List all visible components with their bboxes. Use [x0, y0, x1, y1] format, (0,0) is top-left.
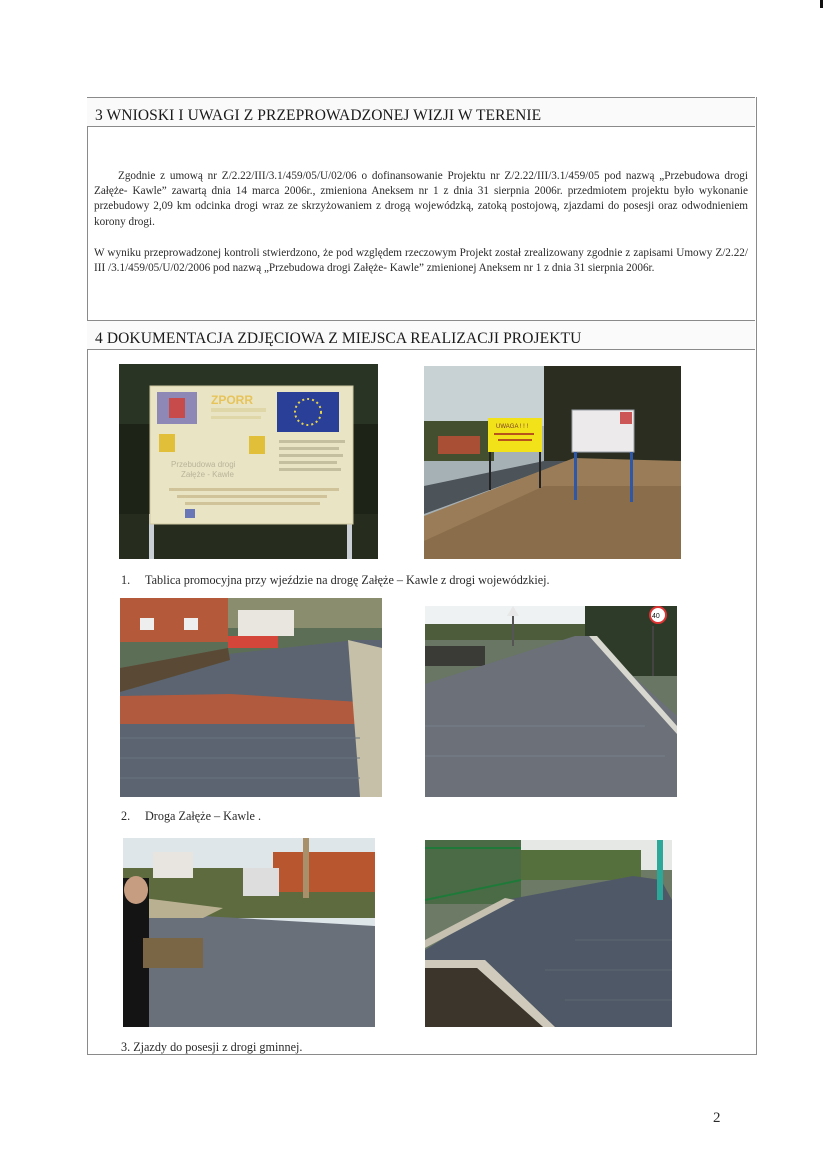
- section-3-heading: 3 WNIOSKI I UWAGI Z PRZEPROWADZONEJ WIZJI W TERENIE: [95, 107, 542, 124]
- section-4-heading: 4 DOKUMENTACJA ZDJĘCIOWA Z MIEJSCA REALIZACJI PROJEKTU: [95, 330, 582, 347]
- sign-text: UWAGA ! ! !: [496, 424, 529, 430]
- caption-2-number: 2.: [121, 809, 131, 823]
- board-logo: ZPORR: [211, 393, 253, 407]
- caption-2-text: Droga Załęże – Kawle .: [145, 809, 262, 823]
- photo-driveway-curve: [425, 840, 672, 1027]
- photo-roadside-signs: [424, 366, 681, 559]
- scan-speck: [820, 0, 823, 8]
- page-number: 2: [713, 1110, 721, 1126]
- section-3-header: [87, 97, 755, 127]
- caption-1-text: Tablica promocyjna przy wjeździe na drogę Załęże – Kawle z drogi wojewódzkiej.: [145, 573, 550, 587]
- section-3-paragraph-1: Zgodnie z umową nr Z/2.22/III/3.1/459/05/U/02/06 o dofinansowanie Projektu nr Z/2.22/III/3.1/459/05 pod nazwą „Przebudowa drogi Załęże- Kawle” zawartą dnia 14 marca 2006r., zmieniona Aneksem nr 1 z dnia 31 sierpnia 2006r. przedmiotem projektu było wykonanie przebudowy 2,09 km odcinka drogi wraz ze skrzyżowaniem z drogą wojewódzką, zatoką postojową, zjazdami do posesji oraz odwodnieniem korony drogi.: [94, 170, 748, 228]
- photo-road-intersection: [120, 598, 382, 797]
- photo-paved-road: [425, 606, 677, 797]
- caption-3-text: Zjazdy do posesji z drogi gminnej.: [133, 1040, 303, 1054]
- caption-3: [121, 1040, 302, 1055]
- photo-promo-board: [119, 364, 378, 559]
- caption-1-number: 1.: [121, 573, 131, 587]
- board-text-2: Załęże - Kawle: [181, 470, 234, 479]
- speed-sign-text: 40: [652, 613, 660, 620]
- caption-1: [121, 573, 550, 588]
- section-4-header: [87, 320, 755, 350]
- board-text-1: Przebudowa drogi: [171, 460, 236, 469]
- caption-3-number: 3.: [121, 1040, 131, 1054]
- section-3-paragraph-2: W wyniku przeprowadzonej kontroli stwierdzono, że pod względem rzeczowym Projekt został zrealizowany zgodnie z zapisami Umowy Z/2.22/ III /3.1/459/05/U/02/2006 pod nazwą „Przebudowa drogi Załęże- Kawle” zmienionej Aneksem nr 1 z dnia 31 sierpnia 2006r.: [94, 247, 748, 275]
- caption-2: [121, 809, 261, 824]
- photo-village-road: [123, 838, 375, 1027]
